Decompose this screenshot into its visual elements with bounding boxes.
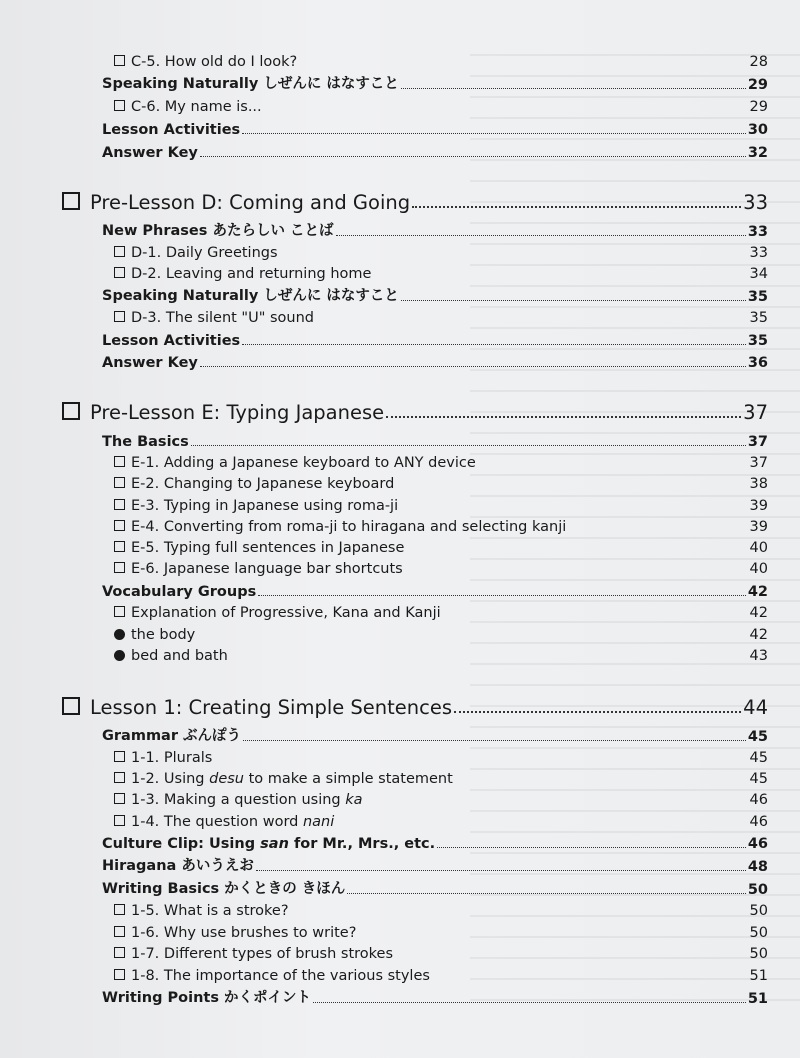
toc-item-e1: E-1. Adding a Japanese keyboard to ANY device 37 bbox=[114, 451, 768, 471]
toc-item-body: the body 42 bbox=[114, 623, 768, 643]
toc-item-explanation: Explanation of Progressive, Kana and Kanji 42 bbox=[114, 601, 768, 621]
checkbox-icon bbox=[114, 541, 125, 552]
toc-sub-writing-points: Writing Points かくポイント 51 bbox=[102, 990, 768, 1007]
checkbox-icon bbox=[114, 969, 125, 980]
checkbox-icon bbox=[114, 311, 125, 322]
toc-item-1-4: 1-4. The question word nani 46 bbox=[114, 810, 768, 830]
toc-sub-speaking-d: Speaking Naturally しぜんに はなすこと 35 bbox=[102, 288, 768, 305]
toc-sub-grammar: Grammar ぶんぽう 45 bbox=[102, 728, 768, 745]
toc-item-d1: D-1. Daily Greetings 33 bbox=[114, 241, 768, 261]
toc-item-1-3: 1-3. Making a question using ka 46 bbox=[114, 788, 768, 808]
checkbox-icon bbox=[114, 267, 125, 278]
checkbox-icon bbox=[114, 904, 125, 915]
checkbox-icon bbox=[114, 562, 125, 573]
checkbox-icon bbox=[114, 926, 125, 937]
toc-item-e2: E-2. Changing to Japanese keyboard 38 bbox=[114, 472, 768, 492]
checkbox-icon bbox=[62, 697, 80, 715]
toc-sub-writing-basics: Writing Basics かくときの きほん 50 bbox=[102, 881, 768, 898]
checkbox-icon bbox=[114, 477, 125, 488]
toc-item-e6: E-6. Japanese language bar shortcuts 40 bbox=[114, 557, 768, 577]
toc-section-pre-lesson-e: Pre-Lesson E: Typing Japanese 37 bbox=[62, 396, 768, 424]
checkbox-icon bbox=[62, 192, 80, 210]
toc-sub-activities-c: Lesson Activities 30 bbox=[102, 122, 768, 138]
checkbox-icon bbox=[114, 772, 125, 783]
toc-sub-vocab: Vocabulary Groups 42 bbox=[102, 584, 768, 600]
checkbox-icon bbox=[114, 947, 125, 958]
checkbox-icon bbox=[114, 246, 125, 257]
toc-sub-speaking-c: Speaking Naturally しぜんに はなすこと 29 bbox=[102, 76, 768, 93]
toc-sub-hiragana: Hiragana あいうえお 48 bbox=[102, 858, 768, 875]
checkbox-icon bbox=[62, 402, 80, 420]
toc-item-c5: C-5. How old do I look? 28 bbox=[114, 50, 768, 70]
toc-item-e5: E-5. Typing full sentences in Japanese 40 bbox=[114, 536, 768, 556]
checkbox-icon bbox=[114, 100, 125, 111]
checkbox-icon bbox=[114, 793, 125, 804]
checkbox-icon bbox=[114, 456, 125, 467]
checkbox-icon bbox=[114, 606, 125, 617]
toc-item-1-1: 1-1. Plurals 45 bbox=[114, 746, 768, 766]
toc-section-pre-lesson-d: Pre-Lesson D: Coming and Going 33 bbox=[62, 186, 768, 214]
toc-item-1-8: 1-8. The importance of the various styles 51 bbox=[114, 964, 768, 984]
toc-item-1-6: 1-6. Why use brushes to write? 50 bbox=[114, 921, 768, 941]
toc-item-c6: C-6. My name is... 29 bbox=[114, 95, 768, 115]
checkbox-icon bbox=[114, 520, 125, 531]
toc-section-lesson-1: Lesson 1: Creating Simple Sentences 44 bbox=[62, 691, 768, 719]
toc-sub-answer-c: Answer Key 32 bbox=[102, 145, 768, 161]
checkbox-icon bbox=[114, 751, 125, 762]
checkbox-icon bbox=[114, 815, 125, 826]
checkbox-icon bbox=[114, 55, 125, 66]
toc-item-e4: E-4. Converting from roma-ji to hiragana and selecting kanji 39 bbox=[114, 515, 768, 535]
bullet-icon bbox=[114, 629, 125, 640]
bullet-icon bbox=[114, 650, 125, 661]
toc-sub-activities-d: Lesson Activities 35 bbox=[102, 333, 768, 349]
toc-sub-culture: Culture Clip: Using san for Mr., Mrs., etc. 46 bbox=[102, 836, 768, 852]
toc-item-1-7: 1-7. Different types of brush strokes 50 bbox=[114, 942, 768, 962]
toc-sub-answer-d: Answer Key 36 bbox=[102, 355, 768, 371]
toc-item-1-2: 1-2. Using desu to make a simple statement 45 bbox=[114, 767, 768, 787]
toc-sub-basics: The Basics 37 bbox=[102, 434, 768, 450]
checkbox-icon bbox=[114, 499, 125, 510]
toc-item-bed: bed and bath 43 bbox=[114, 644, 768, 664]
toc-item-e3: E-3. Typing in Japanese using roma-ji 39 bbox=[114, 494, 768, 514]
toc-sub-new-phrases: New Phrases あたらしい ことば 33 bbox=[102, 223, 768, 240]
toc-item-d2: D-2. Leaving and returning home 34 bbox=[114, 262, 768, 282]
toc-item-1-5: 1-5. What is a stroke? 50 bbox=[114, 899, 768, 919]
toc-item-d3: D-3. The silent "U" sound 35 bbox=[114, 306, 768, 326]
